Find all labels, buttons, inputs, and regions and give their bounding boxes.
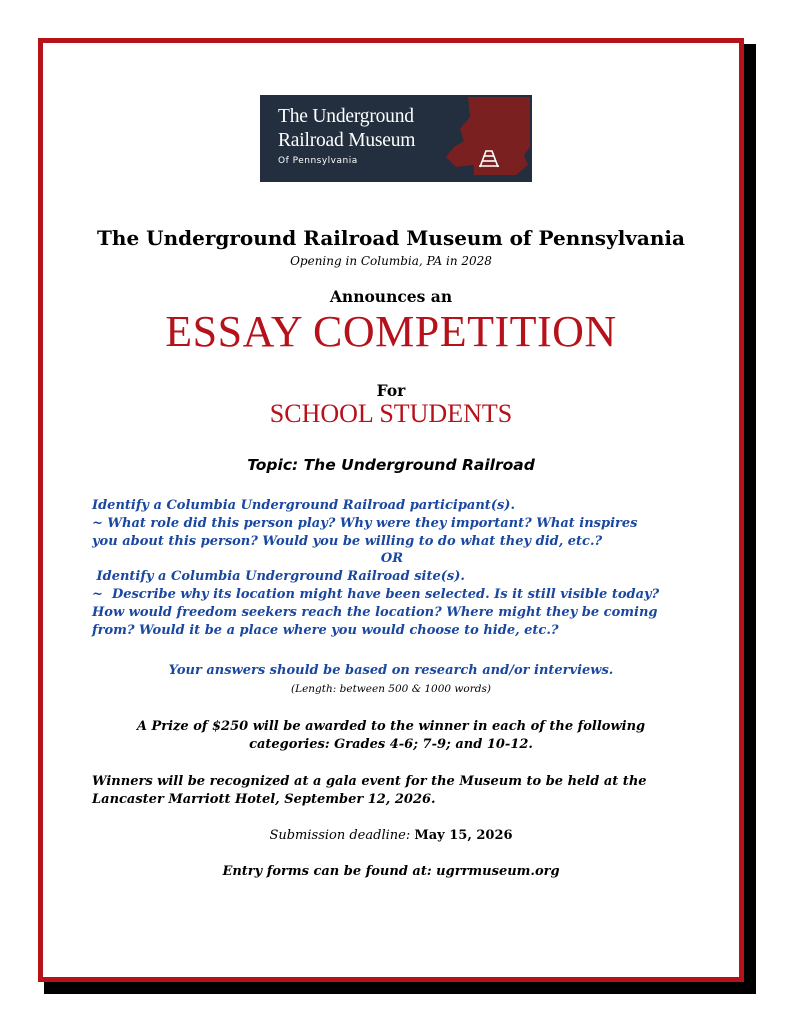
prompt-line: ~ What role did this person play? Why were they important? What inspires (92, 515, 638, 531)
answers-text: Your answers should be based on research and/or interviews. (168, 663, 614, 678)
prompt-or: OR (380, 551, 404, 567)
prompt-line: Identify a Columbia Underground Railroad site(s). (92, 569, 465, 585)
museum-logo (260, 95, 532, 182)
logo-line-3: Of Pennsylvania (278, 156, 358, 166)
logo-text (278, 105, 415, 166)
winners-line: Winners will be recognized at a gala event for the Museum to be held at the (92, 774, 647, 789)
prize-line: categories: Grades 4-6; 7-9; and 10-12. (249, 737, 533, 752)
deadline-label: Submission deadline: (269, 828, 415, 843)
length-text: (Length: between 500 & 1000 words) (291, 683, 491, 695)
headline: ESSAY COMPETITION (165, 307, 617, 356)
deadline-date: May 15, 2026 (414, 828, 513, 843)
prompt-line: from? Would it be a place where you would choose to hide, etc.? (92, 622, 559, 638)
prompt-line: you about this person? Would you be willing to do what they did, etc.? (92, 533, 603, 549)
page-subtitle: Opening in Columbia, PA in 2028 (290, 254, 492, 268)
logo-line-2: Railroad Museum (278, 130, 416, 151)
announces-text: Announces an (329, 287, 453, 306)
winners-text (92, 773, 712, 809)
prize-text (43, 718, 739, 754)
audience-text: SCHOOL STUDENTS (269, 399, 513, 428)
pennsylvania-map-rail-icon (446, 95, 532, 182)
winners-line: Lancaster Marriott Hotel, September 12, 2026. (92, 792, 436, 807)
topic-text: Topic: The Underground Railroad (247, 456, 535, 474)
prize-line: A Prize of $250 will be awarded to the winner in each of the following (136, 719, 646, 734)
prompt-line: Identify a Columbia Underground Railroad participant(s). (92, 498, 515, 513)
entry-forms-text: Entry forms can be found at: ugrrmuseum.org (222, 864, 560, 879)
prompt-block (92, 497, 712, 639)
prompt-line: How would freedom seekers reach the location? Where might they be coming (92, 604, 658, 620)
logo-line-1: The Underground (278, 106, 414, 127)
for-text: For (376, 381, 406, 400)
deadline-text (43, 828, 739, 843)
prompt-line: ~ Describe why its location might have been selected. Is it still visible today? (92, 586, 660, 602)
page-title: The Underground Railroad Museum of Pennsylvania (97, 226, 685, 250)
